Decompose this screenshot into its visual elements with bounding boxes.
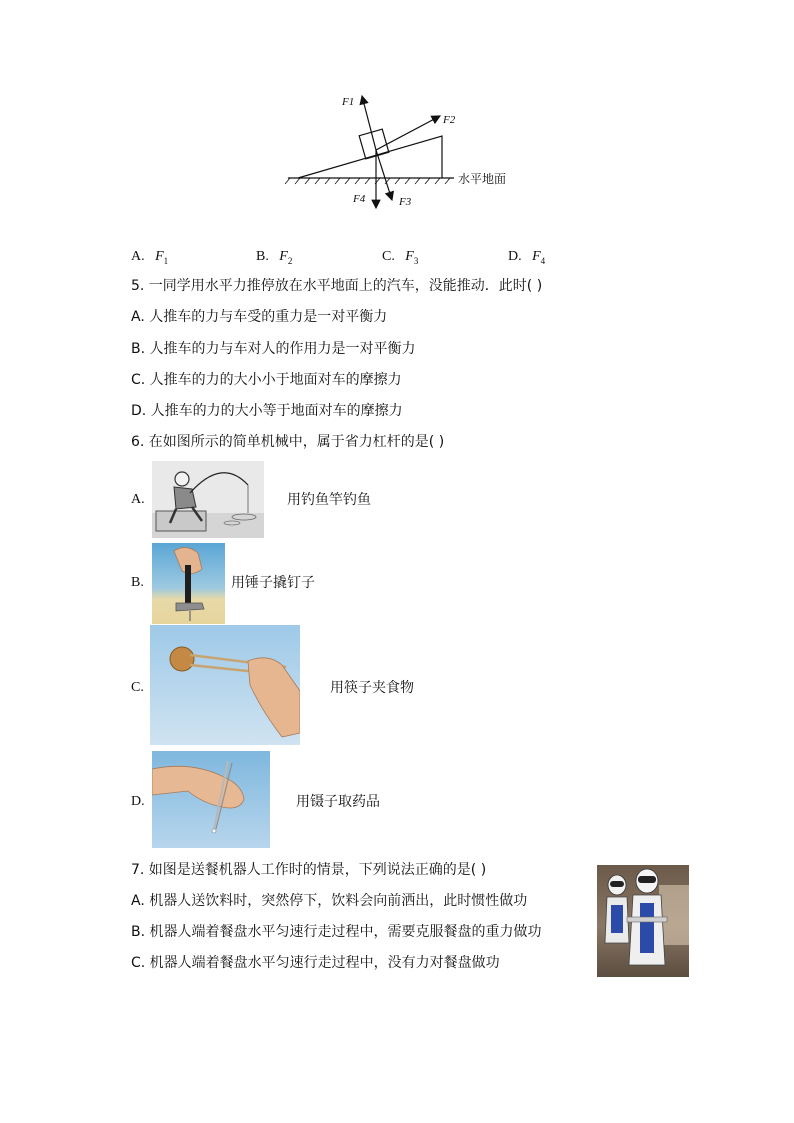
q4-option-b[interactable] (256, 246, 292, 271)
label-f1: F1 (342, 96, 355, 108)
robot-waiter-image (597, 865, 689, 977)
q6-option-a-caption: 用钓鱼竿钓鱼 (287, 492, 371, 508)
q4-option-d[interactable] (508, 246, 545, 271)
option-symbol: $F_1$ (155, 249, 169, 266)
q6-option-c-letter[interactable]: C. (131, 680, 144, 695)
q7-stem: 7. 如图是送餐机器人工作时的情景，下列说法正确的是( ) (131, 862, 487, 878)
q6-option-b-caption: 用锤子撬钉子 (231, 575, 315, 591)
label-f4: F4 (353, 193, 366, 205)
option-symbol: $F_2$ (279, 249, 293, 266)
q5-stem: 5. 一同学用水平力推停放在水平地面上的汽车，没能推动．此时( ) (131, 278, 543, 294)
q5-option-a[interactable]: A. 人推车的力与车受的重力是一对平衡力 (131, 309, 388, 325)
q5-option-c[interactable]: C. 人推车的力的大小小于地面对车的摩擦力 (131, 372, 402, 388)
q4-option-c[interactable] (382, 246, 418, 271)
option-letter: C. (382, 249, 395, 264)
q5-option-b[interactable]: B. 人推车的力与车对人的作用力是一对平衡力 (131, 341, 416, 357)
chopsticks-image (150, 625, 300, 745)
q5-option-d[interactable]: D. 人推车的力的大小等于地面对车的摩擦力 (131, 403, 403, 419)
label-f2: F2 (443, 114, 456, 126)
q6-option-d-caption: 用镊子取药品 (296, 794, 380, 810)
force-f1-arrow (362, 96, 376, 150)
option-letter: D. (508, 249, 522, 264)
q4-option-a[interactable] (131, 246, 168, 271)
force-f3-arrow (376, 150, 392, 200)
option-letter: B. (256, 249, 269, 264)
force-f2-arrow (376, 116, 440, 150)
q7-option-a[interactable]: A. 机器人送饮料时，突然停下，饮料会向前洒出，此时惯性做功 (131, 893, 528, 909)
q6-option-a-letter[interactable]: A. (131, 492, 145, 507)
ground-hatching (285, 178, 450, 184)
q7-option-b[interactable]: B. 机器人端着餐盘水平匀速行走过程中，需要克服餐盘的重力做功 (131, 924, 542, 940)
q7-option-c[interactable]: C. 机器人端着餐盘水平匀速行走过程中，没有力对餐盘做功 (131, 955, 500, 971)
option-letter: A. (131, 249, 145, 264)
hammer-image (152, 543, 225, 624)
option-symbol: $F_3$ (405, 249, 419, 266)
q6-option-d-letter[interactable]: D. (131, 794, 145, 809)
option-symbol: $F_4$ (532, 249, 546, 266)
q6-stem: 6. 在如图所示的简单机械中，属于省力杠杆的是( ) (131, 434, 445, 450)
q6-option-c-caption: 用筷子夹食物 (330, 680, 414, 696)
label-f3: F3 (399, 196, 412, 208)
fishing-image (152, 461, 264, 538)
robot-right (627, 869, 667, 965)
incline-wedge (298, 136, 442, 178)
robot-left (605, 875, 629, 943)
q6-option-b-letter[interactable]: B. (131, 575, 144, 590)
ground-label: 水平地面 (458, 172, 507, 186)
tweezers-image (152, 751, 270, 848)
